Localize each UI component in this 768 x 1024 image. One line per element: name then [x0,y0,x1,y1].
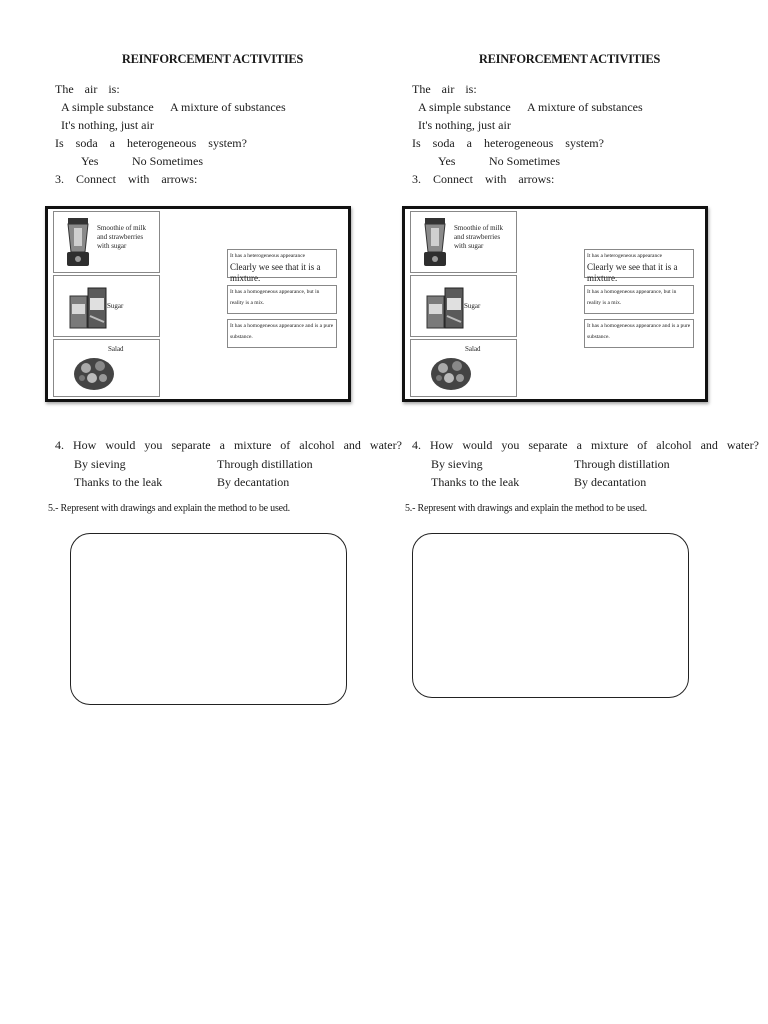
drawing-area[interactable] [70,533,347,705]
question-4: 4. How would you separate a mixture of alcohol and water? [412,438,759,452]
blender-icon [62,216,94,268]
matching-statement-2[interactable]: It has a homogeneous appearance, but in reality is a mix. [227,285,337,314]
matching-item-salad[interactable] [410,339,517,397]
question-3: 3. Connect with arrows: [55,172,198,186]
item-label: Smoothie of milk and strawberries with sugar [454,224,503,250]
matching-item-sugar[interactable] [410,275,517,337]
question-1: The air is: [55,82,120,96]
statement-text: It has a heterogeneous appearance [230,253,306,259]
q1-option-c: It's nothing, just air [418,118,511,132]
matching-item-salad[interactable] [53,339,160,397]
q4-option-a: By sieving [74,457,126,471]
matching-item-smoothie[interactable] [410,211,517,273]
q1-option-c: It's nothing, just air [61,118,154,132]
q2-option-a: Yes [81,154,99,168]
q4-option-a: By sieving [431,457,483,471]
statement-text: Clearly we see that it is a mixture. [587,262,678,283]
question-2: Is soda a heterogeneous system? [55,136,247,150]
q1-option-a: A simple substance [418,100,511,114]
item-label: Salad [108,345,124,353]
sugar-bags-icon [425,284,465,330]
worksheet-title: REINFORCEMENT ACTIVITIES [478,52,661,66]
worksheet-title: REINFORCEMENT ACTIVITIES [121,52,304,66]
item-label: Sugar [107,302,124,310]
item-label: Salad [465,345,481,353]
item-label: Smoothie of milk and strawberries with sugar [97,224,146,250]
matching-panel [45,206,351,402]
q2-option-b: No Sometimes [489,154,560,168]
item-label: Sugar [464,302,481,310]
q1-option-b: A mixture of substances [527,100,643,114]
question-1: The air is: [412,82,477,96]
drawing-area[interactable] [412,533,689,698]
q4-option-c: Thanks to the leak [431,475,520,489]
matching-item-sugar[interactable] [53,275,160,337]
salad-bowl-icon [72,354,116,392]
salad-bowl-icon [429,354,473,392]
q4-option-b: Through distillation [574,457,670,471]
question-5: 5.- Represent with drawings and explain the method to be used. [48,503,290,514]
matching-statement-2[interactable]: It has a homogeneous appearance, but in reality is a mix. [584,285,694,314]
matching-statement-3[interactable]: It has a homogeneous appearance and is a pure substance. [584,319,694,348]
statement-text: Clearly we see that it is a mixture. [230,262,321,283]
q4-option-b: Through distillation [217,457,313,471]
sugar-bags-icon [68,284,108,330]
question-2: Is soda a heterogeneous system? [412,136,604,150]
q4-option-c: Thanks to the leak [74,475,163,489]
matching-statement-3[interactable]: It has a homogeneous appearance and is a pure substance. [227,319,337,348]
q1-option-b: A mixture of substances [170,100,286,114]
q4-option-d: By decantation [574,475,647,489]
q1-option-a: A simple substance [61,100,154,114]
q4-option-d: By decantation [217,475,290,489]
statement-text: It has a heterogeneous appearance [587,253,663,259]
question-5: 5.- Represent with drawings and explain the method to be used. [405,503,647,514]
q2-option-b: No Sometimes [132,154,203,168]
matching-item-smoothie[interactable] [53,211,160,273]
matching-statement-1[interactable] [227,249,337,283]
worksheet-right [402,0,759,720]
q2-option-a: Yes [438,154,456,168]
matching-panel [402,206,708,402]
blender-icon [419,216,451,268]
question-3: 3. Connect with arrows: [412,172,555,186]
question-4: 4. How would you separate a mixture of alcohol and water? [55,438,402,452]
matching-statement-1[interactable] [584,249,694,283]
worksheet-left [45,0,402,720]
